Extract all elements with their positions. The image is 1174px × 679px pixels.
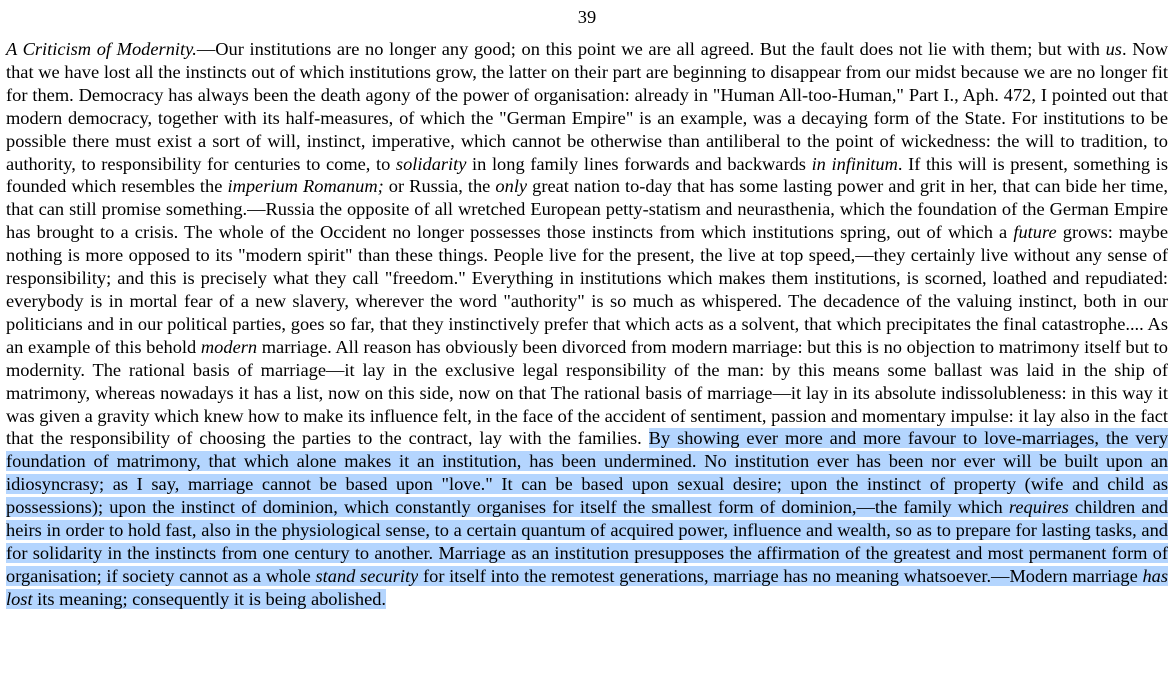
- text-segment[interactable]: —Our institutions are no longer any good; on this point we are all agreed. But the fault does not lie with them; but with: [196, 39, 1106, 59]
- text-segment[interactable]: A Criticism of Modernity.: [6, 39, 197, 59]
- page-number: 39: [577, 7, 597, 27]
- text-segment[interactable]: modern: [200, 336, 258, 357]
- text-segment[interactable]: only: [495, 176, 528, 197]
- text-segment[interactable]: solidarity: [395, 153, 467, 174]
- highlighted-text-segment[interactable]: stand security: [315, 565, 419, 586]
- highlighted-text-segment[interactable]: its meaning; consequently it is being abolished.: [32, 588, 387, 609]
- text-segment[interactable]: grows: maybe nothing is more opposed to its "modern spirit" than these things. People live for the present, the live at top speed,—they certainly live without any sense of responsibility; and this is precisely what they call "freedom." Everything in institutions which makes them institutions, is scorned, loathed and repudiated: everybody is in mortal fear of a new slavery, wherever the word "authority" is so much as whispered. The decadence of the valuing instinct, both in our politicians and in our political parties, goes so far, that they instinctively prefer that which acts as a solvent, that which precipitates the final catastrophe.... As an example of this behold: [6, 222, 1169, 357]
- text-segment[interactable]: marriage. All reason has obviously been divorced from modern marriage: but this is no objection to matrimony itself but to modernity. The rational basis of marriage—it lay in the exclusive legal responsibility of the man: by this means some ballast was laid in the ship of matrimony, whereas nowadays it has a list, now on this side, now on that The rational basis of marriage—it lay in its absolute indissolubleness: in this way it was given a gravity which knew how to make its influence felt, in the face of the accident of sentiment, passion and momentary impulse: it lay also in the fact that the responsibility of choosing the parties to the contract, lay with the families.: [6, 336, 1168, 449]
- body-paragraph[interactable]: [6, 38, 1168, 611]
- text-segment[interactable]: or Russia, the: [383, 176, 496, 197]
- highlighted-text-segment[interactable]: has lost: [6, 565, 1169, 609]
- text-segment[interactable]: future: [1013, 222, 1057, 243]
- text-segment[interactable]: . If this will is present, something is founded which resembles the: [6, 153, 1168, 197]
- highlighted-text-segment[interactable]: for itself into the remotest generations, marriage has no meaning whatsoever.—Modern marriage: [418, 565, 1143, 586]
- text-segment[interactable]: in infinitum: [811, 153, 898, 174]
- highlighted-text-segment[interactable]: By showing ever more and more favour to love-marriages, the very foundation of matrimony, that which alone makes it an institution, has been undermined. No institution ever has been nor ever will be built upon an idiosyncrasy; as I say, marriage cannot be based upon "love." It can be based upon sexual desire; upon the instinct of property (wife and child as possessions); upon the instinct of dominion, which constantly organises for itself the smallest form of dominion,—the family which: [6, 428, 1169, 518]
- text-segment[interactable]: . Now that we have lost all the instincts out of which institutions grow, the latter on their part are beginning to disappear from our midst because we are no longer fit for them. Democracy has always been the death agony of the power of organisation: already in "Human All-too-Human," Part I., Aph. 472, I pointed out that modern democracy, together with its half-measures, of which the "German Empire" is an example, was a decaying form of the State. For institutions to be possible there must exist a sort of will, instinct, imperative, which cannot be otherwise than antiliberal to the point of wickedness: the will to tradition, to authority, to responsibility for centuries to come, to: [6, 39, 1168, 174]
- highlighted-text-segment[interactable]: requires: [1008, 497, 1069, 518]
- text-segment[interactable]: imperium Romanum;: [227, 176, 384, 197]
- text-segment[interactable]: in long family lines forwards and backwards: [466, 153, 812, 174]
- highlighted-text-segment[interactable]: children and heirs in order to hold fast, also in the physiological sense, to a certain quantum of acquired power, influence and wealth, so as to prepare for lasting tasks, and for solidarity in the instincts from one century to another. Marriage as an institution presupposes the affirmation of the greatest and most permanent form of organisation; if society cannot as a whole: [6, 497, 1168, 586]
- text-segment[interactable]: us: [1105, 39, 1122, 59]
- text-segment[interactable]: great nation to-day that has some lasting power and grit in her, that can bide her time, that can still promise something.—Russia the opposite of all wretched European petty-statism and neurasthenia, which the foundation of the German Empire has brought to a crisis. The whole of the Occident no longer possesses those instincts from which institutions spring, out of which a: [6, 176, 1169, 243]
